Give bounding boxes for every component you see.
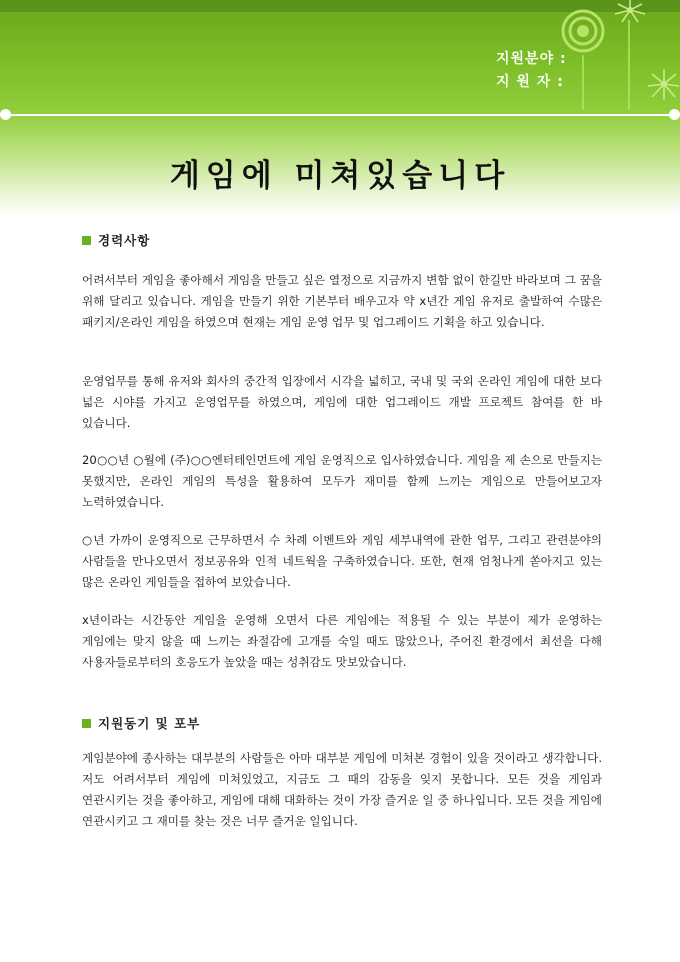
career-section: [82, 231, 602, 249]
apply-field-label: 지원분야 :: [496, 51, 567, 67]
stem-line-icon: [580, 55, 586, 110]
page-title: 게임에 미쳐있습니다: [169, 158, 511, 194]
applicant-info: [496, 48, 567, 94]
divider-dot-right: [669, 109, 680, 120]
applicant-label: 지 원 자 :: [496, 74, 564, 90]
paragraph: 어려서부터 게임을 좋아해서 게임을 만들고 싶은 열정으로 지금까지 변함 없이 한길만 바라보며 그 꿈을 위해 달리고 있습니다. 게임을 만들기 위한 기본부터 배우고자 약 x년간 게임 유저로 출발하여 수많은 패키지/온라인 게임을 하였으며 현재는 게임 운영 업무 및 업그레이드 기획을 하고 있습니다.: [82, 273, 602, 329]
motivation-section: [82, 714, 602, 732]
section-heading: [82, 714, 602, 732]
paragraph: x년이라는 시간동안 게임을 운영해 오면서 다른 게임에는 적용될 수 있는 부분이 제가 운영하는 게임에는 맞지 않을 때 느끼는 좌절감에 고개를 숙일 때도 많았으나, 주어진 환경에서 최선을 다해 사용자들로부터의 호응도가 높았을 때는 성취감도 맛보았습니다.: [82, 613, 602, 669]
flower-ornament-icon: [646, 66, 680, 106]
paragraph: 운영업무를 통해 유저와 회사의 중간적 입장에서 시각을 넓히고, 국내 및 국외 온라인 게임에 대한 보다 넓은 시야를 가지고 운영업무를 하였으며, 게임에 대한 업그레이드 개발 프로젝트 참여를 한 바 있습니다.: [82, 374, 602, 430]
square-bullet-icon: [82, 719, 91, 728]
paragraph: 게임분야에 종사하는 대부분의 사람들은 아마 대부분 게임에 미쳐본 경험이 있을 것이라고 생각합니다. 저도 어려서부터 게임에 미쳐있었고, 지금도 그 때의 감동을 잊지 못합니다. 모든 것을 게임과 연관시키는 것을 좋아하고, 게임에 대해 대화하는 것이 가장 즐거운 일 중 하나입니다. 모든 것을 게임에 연관시키고 그 재미를 찾는 것은 너무 즐거운 일입니다.: [82, 751, 602, 828]
stem-line-icon: [626, 20, 632, 110]
paragraph: ○년 가까이 운영직으로 근무하면서 수 차례 이벤트와 게임 세부내역에 관한 업무, 그리고 관련분야의 사람들을 만나오면서 정보공유와 인적 네트웍을 구축하였습니다. 또한, 현재 엄청나게 쏟아지고 있는 많은 온라인 게임들을 접하여 보았습니다.: [82, 533, 602, 589]
section-heading: [82, 231, 602, 249]
header-divider: [6, 114, 674, 116]
section-heading-text: 경력사항: [98, 233, 151, 248]
divider-dot-left: [0, 109, 11, 120]
square-bullet-icon: [82, 236, 91, 245]
section-heading-text: 지원동기 및 포부: [98, 716, 201, 731]
paragraph: 20○○년 ○월에 (주)○○엔터테인먼트에 게임 운영직으로 입사하였습니다. 게임을 제 손으로 만들지는 못했지만, 온라인 게임의 특성을 활용하여 모두가 재미를 함께 느끼는 게임으로 만들어보고자 노력하였습니다.: [82, 453, 602, 509]
